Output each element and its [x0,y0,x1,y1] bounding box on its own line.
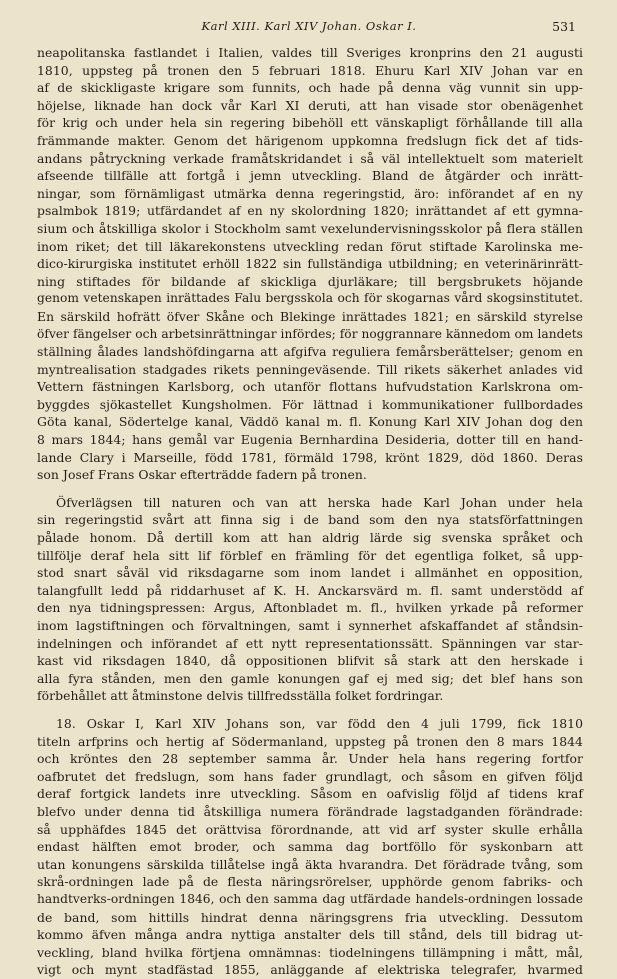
text-line: alla fyra stånden, men den gamle konungen gaf ej med sig; det blef hans son [37,670,583,686]
text-line: dico-kirurgiska institutet erhöll 1822 sin fullständiga utbildning; en veterinärinrätt- [37,256,583,272]
text-line: skrå-ordningen lade på de flesta näringsrörelser, upphörde genom fabriks- och [37,874,583,890]
paragraph [37,715,583,979]
text-line: utan konungens särskilda tillåtelse ingå äkta hvarandra. Det förädrade tvång, som [37,856,583,872]
text-line: myntrealisation stadgades rikets penningeväsende. Till rikets säkerhet anlades vid [37,361,583,377]
text-line: af de skickligaste krigare som funnits, och hade på denna väg vunnit sin upp- [37,80,583,96]
text-line: pålade honom. Då dertill kom att han aldrig lärde sig svenska språket och [37,530,583,546]
text-line: inom lagstiftningen och förvaltningen, samt i synnerhet afskaffandet af ståndsin- [37,618,583,633]
text-line: byggdes sjökastellet Kungsholmen. För lättnad i kommunikationer fullbordades [37,396,583,412]
page-number: 531 [552,19,576,34]
paragraph-gap [37,705,583,715]
text-line: ningar, som förnämligast utmärka denna regeringstid, äro: införandet af en ny [37,185,583,201]
body-text [37,44,583,979]
text-line: för krig och under hela sin regering bibehöll ett vänskapligt förhållande till alla [37,115,583,131]
text-line: kommo äfven många andra nyttiga anstalter dels till stånd, dels till bidrag ut- [37,927,583,943]
text-line: titeln arfprins och hertig af Södermanland, uppsteg på tronen den 8 mars 1844 [37,733,583,749]
paragraph [37,44,583,484]
text-line: 8 mars 1844; hans gemål var Eugenia Bernhardina Desideria, dotter till en hand- [37,432,583,448]
paragraph [37,494,583,705]
text-line: ställning ålades landshöfdingarna att afgifva reguliera femårsberättelser; genom en [37,344,583,360]
text-line: 18. Oskar I, Karl XIV Johans son, var född den 4 juli 1799, fick 1810 [56,715,583,731]
text-line: handtverks-ordningen 1846, och den samma dag utfärdade handels-ordningen lossade [37,891,583,906]
text-line: den nya tidningspressen: Argus, Aftonbladet m. fl., hvilken yrkade på reformer [37,600,583,616]
running-head: Karl XIII. Karl XIV Johan. Oskar I. [201,19,417,33]
text-line: afseende tillfälle att fortgå i jemn utveckling. Bland de åtgärder och inrätt- [37,168,583,184]
text-line: vigt och mynt stadfästad 1855, anläggande af elektriska telegrafer, hvarmed [37,962,583,978]
text-line: Öfverlägsen till naturen och van att herska hade Karl Johan under hela [56,494,583,510]
text-line: Göta kanal, Södertelge kanal, Väddö kanal m. fl. Konung Karl XIV Johan dog den [37,414,583,430]
text-line: talangfullt ledd på riddarhuset af K. H. Anckarsvärd m. fl. samt understödd af [37,582,583,598]
text-line: förbehållet att åtminstone delvis tillfredsställa folket fordringar. [37,688,444,704]
text-line: 1810, uppsteg på tronen den 5 februari 1818. Ehuru Karl XIV Johan var en [37,62,583,78]
text-line: främmande makter. Genom det härigenom uppkomna fredslugn fick det af tids- [37,132,583,148]
text-line: genom vetenskapen inrättades Falu bergsskola och för skogarnas vård skogsinstitutet. [37,291,583,306]
text-line: son Josef Frans Oskar efterträdde fadern på tronen. [37,467,367,483]
text-line: tillfölje deraf hela sitt lif förblef en främling för det egentliga folket, så upp- [37,547,583,563]
text-line: Vettern fästningen Karlsborg, och utanför flottans hufvudstation Karlskrona om- [37,379,583,395]
text-line: ning stiftades för bildande af skickliga djurläkare; till bergsbrukets höjande [37,273,583,289]
text-line: stod snart såväl vid riksdagarne som inom landet i allmänhet en opposition, [37,565,583,581]
text-line: de band, som hittills hindrat denna näringsgrens fria utveckling. Dessutom [37,909,583,925]
text-line: kast vid riksdagen 1840, då oppositionen blifvit så stark att den herskade i [37,653,583,669]
page-header [42,19,576,39]
text-line: sin regeringstid svårt att finna sig i de band som den nya statsförfattningen [37,512,583,528]
text-line: öfver fängelser och arbetsinrättningar infördes; för noggrannare kännedom om landets [37,326,583,341]
text-line: veckling, bland hvilka förtjena omnämnas: tiodelningens tillämpning i mått, mål, [37,944,583,960]
text-line: höjelse, liknade han dock vår Karl XI deruti, att han visade stor obenägenhet [37,97,583,113]
text-line: indelningen och införandet af ett nytt representationssätt. Spänningen var star- [37,635,583,651]
text-line: lande Clary i Marseille, född 1781, förmäld 1798, krönt 1829, död 1860. Deras [37,449,583,465]
text-line: andans påtryckning verkade framåtskridandet i så väl intellektuelt som materielt [37,150,583,166]
text-line: En särskild hofrätt öfver Skåne och Blekinge inrättades 1821; en särskild styrelse [37,308,583,324]
text-line: deraf fortgick landets inre utveckling. Såsom en oafvislig följd af tidens kraf [37,786,583,802]
text-line: sium och åtskilliga skolor i Stockholm samt vexelundervisningsskolor på flera ställen [37,220,583,236]
text-line: så upphäfdes 1845 det orättvisa förordnande, att vid arf syster skulle erhålla [37,821,583,837]
text-line: blefvo under denna tid åtskilliga numera förändrade lagstadganden förändrade: [37,803,583,819]
text-line: oafbrutet det fredslugn, som hans fader grundlagt, och såsom en gifven följd [37,768,583,784]
text-line: och kröntes den 28 september samma år. Under hela hans regering fortfor [37,751,583,767]
paragraph-gap [37,484,583,494]
text-line: neapolitanska fastlandet i Italien, valdes till Sveriges kronprins den 21 augusti [37,45,583,60]
text-line: psalmbok 1819; utfärdandet af en ny skolordning 1820; inrättandet af ett gymna- [37,203,583,219]
text-line: inom riket; det till läkarekonstens utveckling redan förut stiftade Karolinska me- [37,238,583,254]
text-line: endast hälften emot broder, och samma dag bortföllo för syskonbarn att [37,839,583,855]
